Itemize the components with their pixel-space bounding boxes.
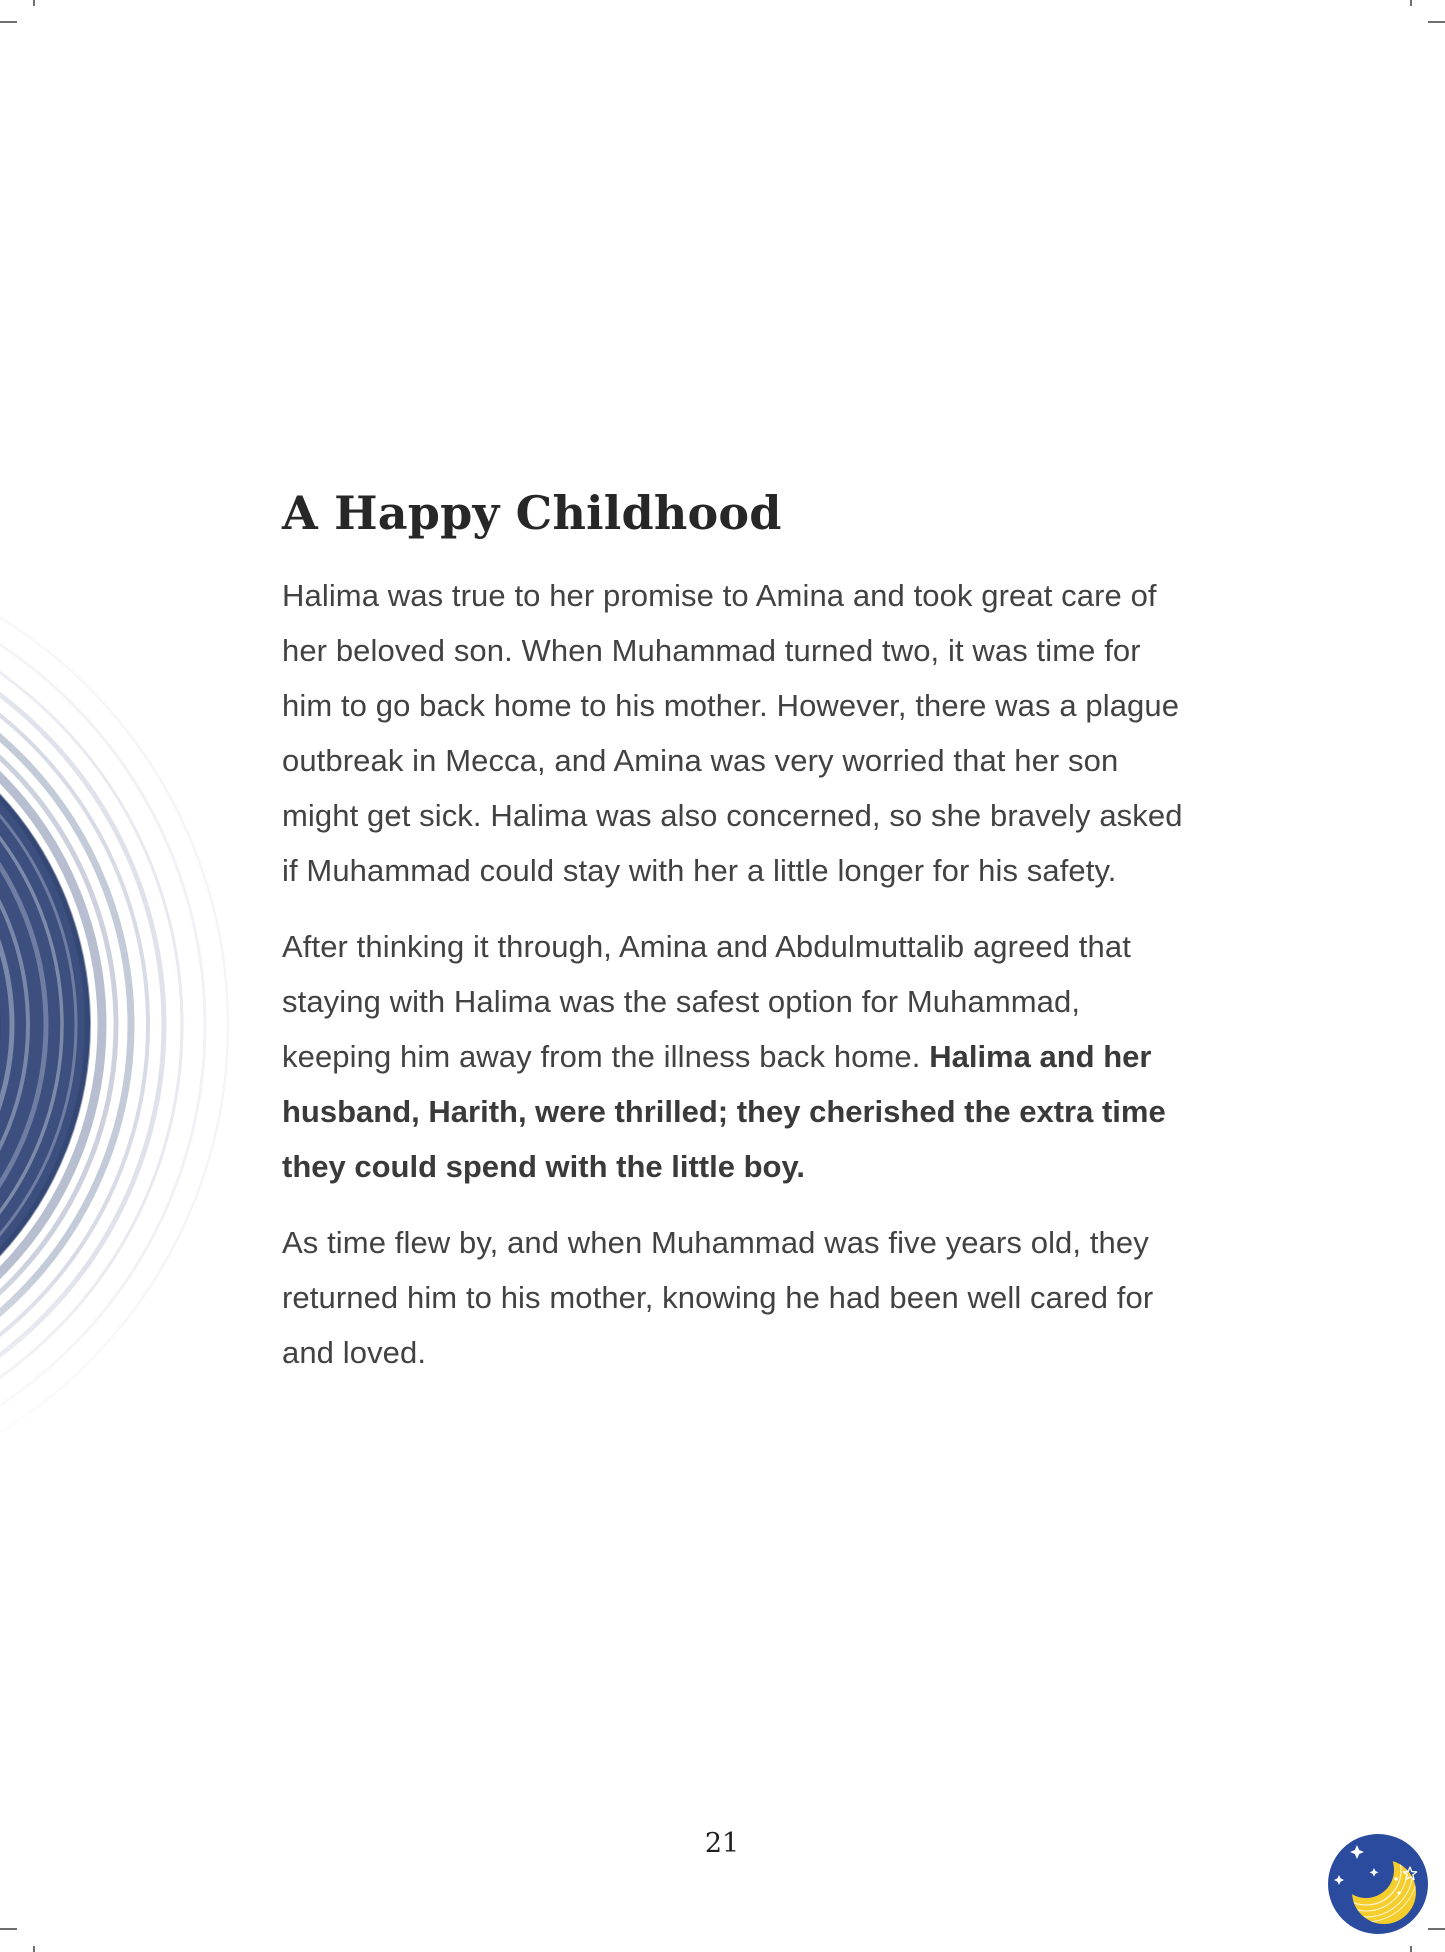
moon-badge-icon [1326, 1832, 1430, 1936]
body-paragraph-3 [282, 1215, 1190, 1380]
crop-mark-top-left-vertical [33, 0, 35, 6]
crop-mark-bottom-right-horizontal [1428, 1928, 1445, 1930]
body-paragraph-1 [282, 568, 1190, 898]
text-run: After thinking it through, Amina and Abdulmuttalib agreed that staying with Halima was the safest option for Muhammad, keeping him away from the illness back home. [282, 929, 1131, 1074]
crop-mark-bottom-right-vertical [1410, 1946, 1412, 1952]
crop-mark-bottom-left-vertical [33, 1946, 35, 1952]
page-title: A Happy Childhood [282, 486, 782, 540]
moon-icon [1326, 1832, 1430, 1936]
text-run: Halima and her husband, Harith, were thrilled; they cherished the extra time they could spend with the little boy. [282, 1039, 1166, 1184]
body-paragraph-2 [282, 919, 1190, 1194]
text-run: As time flew by, and when Muhammad was five years old, they returned him to his mother, knowing he had been well cared for and loved. [282, 1225, 1154, 1370]
text-run: Halima was true to her promise to Amina and took great care of her beloved son. When Muhammad turned two, it was time for him to go back home to his mother. However, there was a plague outbreak in Mecca, and Amina was very worried that her son might get sick. Halima was also concerned, so she bravely asked if Muhammad could stay with her a little longer for his safety. [282, 578, 1183, 888]
star-dot-icon [1397, 1891, 1400, 1894]
star-dot-icon [1394, 1877, 1397, 1880]
crescent-moon [1352, 1860, 1416, 1924]
crop-mark-top-left-horizontal [0, 21, 17, 23]
crop-mark-top-right-vertical [1410, 0, 1412, 6]
brush-stroke-art [0, 440, 260, 1500]
crop-mark-top-right-horizontal [1428, 21, 1445, 23]
page-number: 21 [704, 1828, 740, 1859]
brush-stroke-decoration [0, 440, 260, 1500]
page-content [282, 484, 1190, 1401]
crop-mark-bottom-left-horizontal [0, 1928, 17, 1930]
